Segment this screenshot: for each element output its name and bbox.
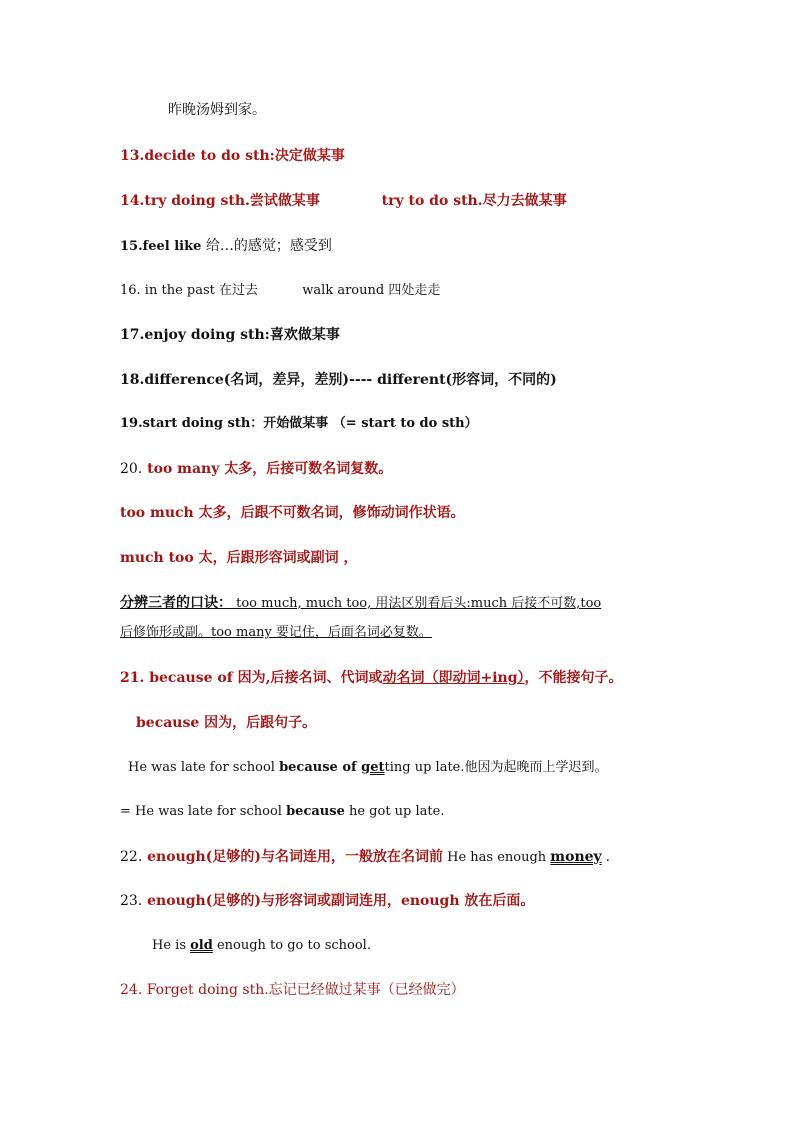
item-18: 18.difference(名词，差异，差别)---- different(形容词，不同的) — [120, 372, 557, 388]
item-16: 16. in the past 在过去 walk around 四处走走 — [120, 283, 441, 298]
item-22: 22. enough(足够的)与名词连用，一般放在名词前 He has enough money . — [120, 849, 610, 865]
item-23: 23. enough(足够的)与形容词或副词连用，enough 放在后面。 — [120, 893, 535, 909]
item-13: 13.decide to do sth:决定做某事 — [120, 148, 345, 164]
rule-line-2: 后修饰形或副。too many 要记住，后面名词必复数。 — [120, 625, 432, 640]
example-enough: He is old enough to go to school. — [152, 938, 371, 953]
example-because: = He was late for school because he got up late. — [120, 804, 445, 819]
rule-line-1: 分辨三者的口诀： too much, much too, 用法区别看后头:much 后接不可数,too — [120, 595, 602, 611]
item-20-much-too: much too 太，后跟形容词或副词 ， — [120, 550, 358, 566]
text-line-0: 昨晚汤姆到家。 — [168, 102, 266, 118]
item-17: 17.enjoy doing sth:喜欢做某事 — [120, 327, 340, 343]
item-21: 21. because of 因为,后接名词、代词或动名词（即动词+ing），不能接句子。 — [120, 670, 623, 686]
item-20: 20. too many 太多，后接可数名词复数。 — [120, 461, 393, 477]
item-14: 14.try doing sth.尝试做某事 try to do sth.尽力去做某事 — [120, 193, 567, 209]
item-20-too-much: too much 太多，后跟不可数名词，修饰动词作状语。 — [120, 505, 465, 521]
item-24: 24. Forget doing sth.忘记已经做过某事（已经做完） — [120, 982, 465, 998]
example-because-of: He was late for school because of getting up late.他因为起晚而上学迟到。 — [128, 760, 608, 775]
item-19: 19.start doing sth：开始做某事 （= start to do sth） — [120, 416, 478, 431]
item-15: 15.feel like 给…的感觉；感受到 — [120, 238, 332, 254]
item-21-because: because 因为，后跟句子。 — [136, 715, 317, 731]
